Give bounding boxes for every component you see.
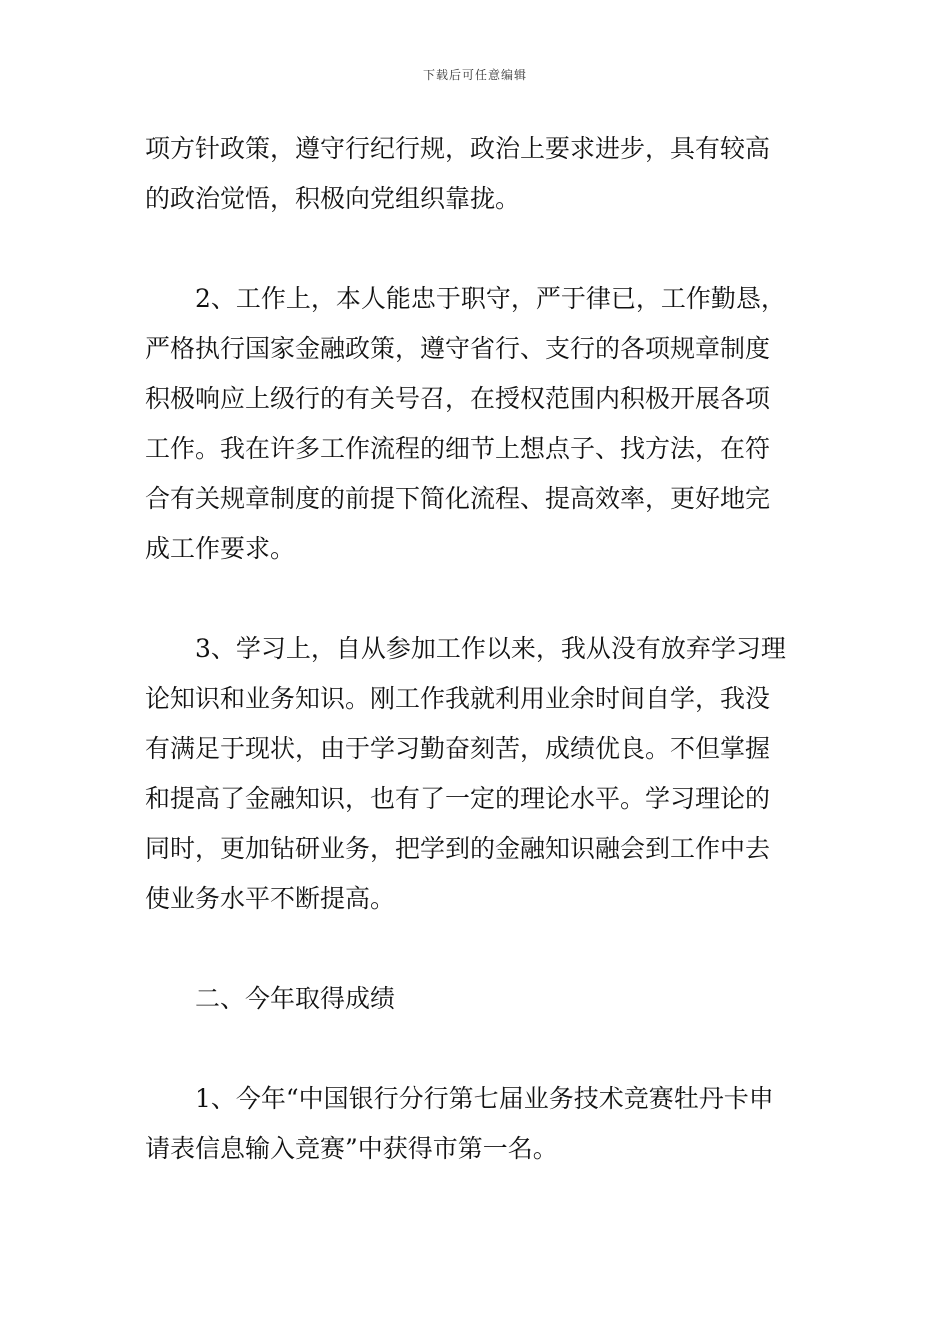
text-line: 的政治觉悟，积极向党组织靠拢。 <box>145 184 521 213</box>
text-line: 有满足于现状，由于学习勤奋刻苦，成绩优良。不但掌握 <box>145 734 771 763</box>
paragraph-study <box>145 624 807 924</box>
paragraph-achievement <box>145 1074 807 1174</box>
text-line: 和提高了金融知识，也有了一定的理论水平。学习理论的 <box>145 784 771 813</box>
paragraph-continuation <box>145 124 807 224</box>
text-line: 同时，更加钻研业务，把学到的金融知识融会到工作中去 <box>145 834 771 863</box>
paragraph-spacer <box>145 574 807 624</box>
section-heading <box>145 974 807 1024</box>
page-header-note: 下载后可任意编辑 <box>422 68 527 82</box>
paragraph-spacer <box>145 1024 807 1074</box>
text-line: 3、学习上，自从参加工作以来，我从没有放弃学习理 <box>195 634 786 663</box>
text-line: 请表信息输入竞赛”中获得市第一名。 <box>145 1134 558 1163</box>
heading-line: 二、今年取得成绩 <box>195 984 396 1013</box>
text-line: 工作。我在许多工作流程的细节上想点子、找方法，在符 <box>145 434 771 463</box>
paragraph-work <box>145 274 807 574</box>
paragraph-spacer <box>145 224 807 274</box>
text-line: 2、工作上，本人能忠于职守，严于律已，工作勤恳， <box>195 284 786 313</box>
text-line: 成工作要求。 <box>145 534 296 563</box>
text-line: 积极响应上级行的有关号召，在授权范围内积极开展各项 <box>145 384 771 413</box>
text-line: 1、今年“中国银行分行第七届业务技术竞赛牡丹卡申 <box>195 1084 774 1113</box>
text-line: 论知识和业务知识。刚工作我就利用业余时间自学，我没 <box>145 684 771 713</box>
text-line: 合有关规章制度的前提下简化流程、提高效率，更好地完 <box>145 484 771 513</box>
text-line: 使业务水平不断提高。 <box>145 884 396 913</box>
paragraph-spacer <box>145 924 807 974</box>
text-line: 项方针政策，遵守行纪行规，政治上要求进步，具有较高 <box>145 134 771 163</box>
text-line: 严格执行国家金融政策，遵守省行、支行的各项规章制度 <box>145 334 771 363</box>
document-body <box>145 124 807 1174</box>
